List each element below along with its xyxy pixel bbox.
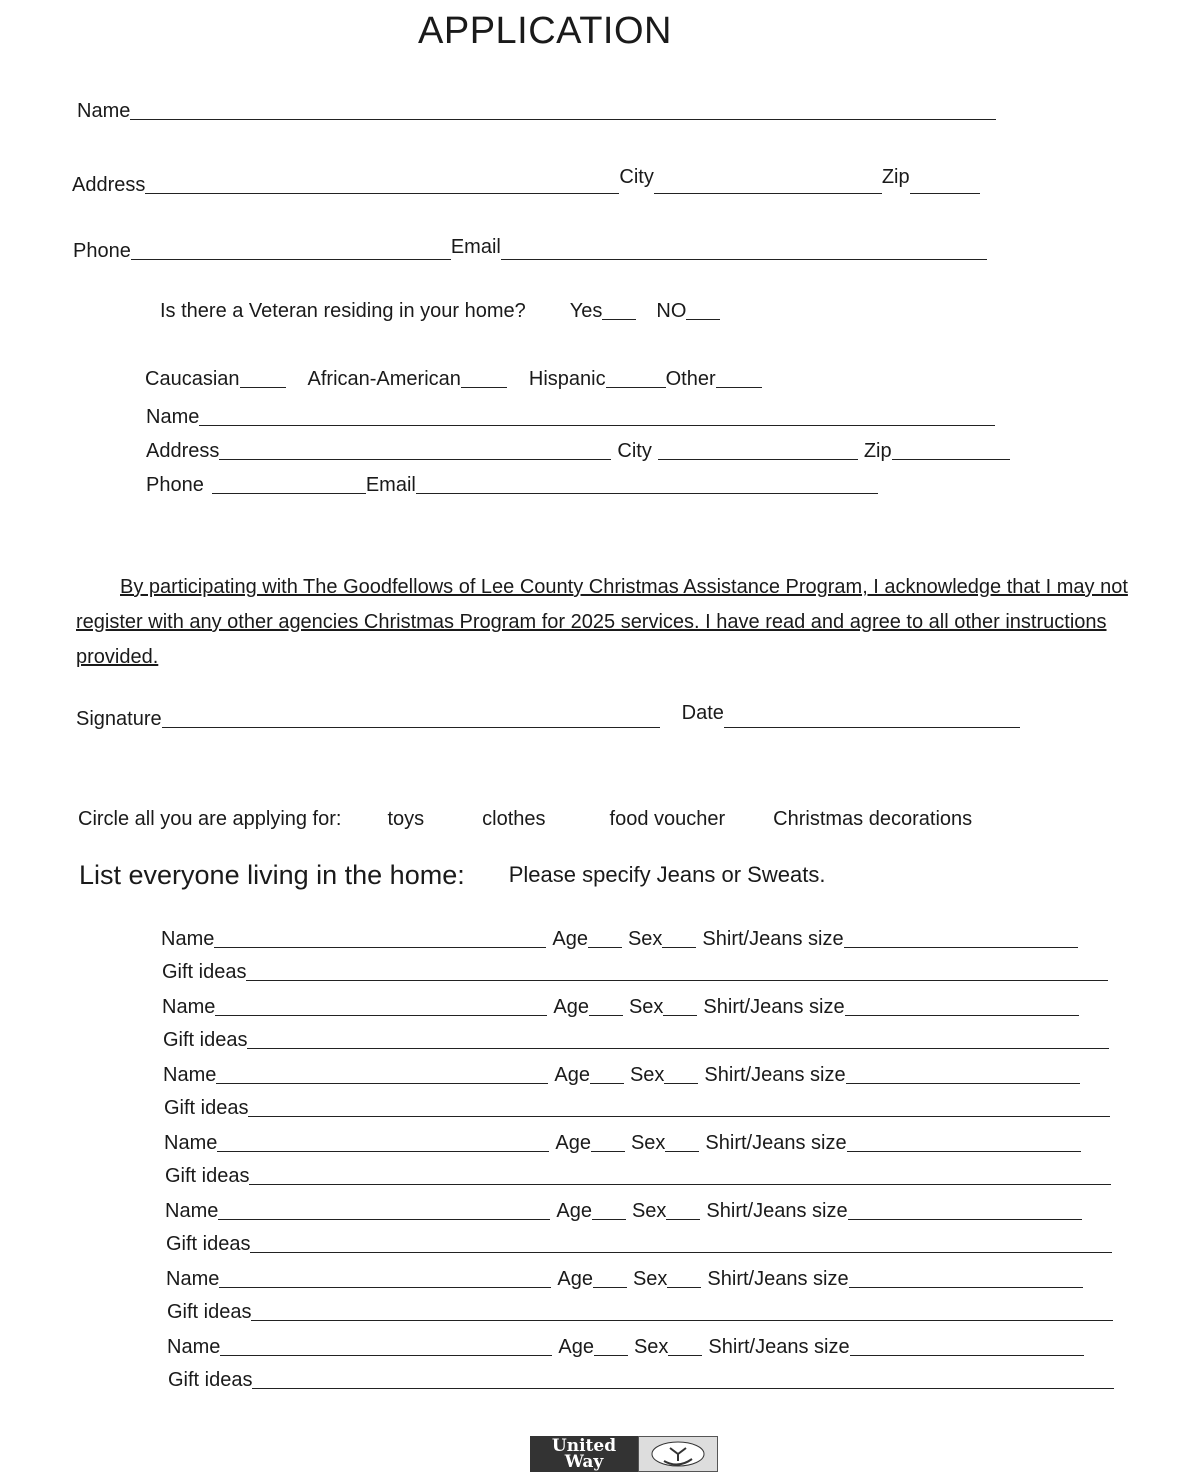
member-sex-field[interactable]: [663, 997, 697, 1016]
gift-ideas-field[interactable]: [246, 962, 1108, 981]
household-member-row: [167, 1336, 1084, 1359]
ethnicity-caucasian-field[interactable]: [240, 369, 286, 388]
city-label: City: [619, 166, 654, 188]
member-age-label: Age: [558, 1336, 594, 1358]
member-name-label: Name: [162, 996, 216, 1018]
gift-ideas-label: Gift ideas: [164, 1097, 249, 1119]
ethnicity-caucasian-label: Caucasian: [145, 368, 240, 390]
member-age-field[interactable]: [591, 1133, 625, 1152]
secondary-zip-field[interactable]: [892, 441, 1010, 460]
gift-ideas-label: Gift ideas: [166, 1233, 251, 1255]
veteran-yes-label: Yes: [569, 300, 603, 322]
city-field[interactable]: [654, 175, 882, 194]
member-name-field[interactable]: [218, 1201, 550, 1220]
member-size-label: Shirt/Jeans size: [706, 1200, 848, 1222]
member-size-label: Shirt/Jeans size: [703, 996, 845, 1018]
secondary-email-label: Email: [365, 474, 416, 496]
address-field[interactable]: [145, 175, 619, 194]
household-member-row: [165, 1200, 1082, 1223]
veteran-no-field[interactable]: [686, 301, 720, 320]
member-name-field[interactable]: [219, 1269, 551, 1288]
gift-ideas-field[interactable]: [250, 1234, 1112, 1253]
ethnicity-other-label: Other: [665, 368, 716, 390]
name-field[interactable]: [130, 101, 996, 120]
member-name-field[interactable]: [214, 929, 546, 948]
option-toys[interactable]: toys: [387, 808, 425, 830]
veteran-question: Is there a Veteran residing in your home?: [160, 300, 526, 322]
member-age-field[interactable]: [588, 929, 622, 948]
member-size-label: Shirt/Jeans size: [708, 1336, 850, 1358]
member-sex-field[interactable]: [665, 1133, 699, 1152]
member-size-field[interactable]: [848, 1201, 1082, 1220]
member-size-field[interactable]: [845, 997, 1079, 1016]
secondary-zip-label: Zip: [863, 440, 892, 462]
member-size-field[interactable]: [849, 1269, 1083, 1288]
member-age-field[interactable]: [592, 1201, 626, 1220]
gift-ideas-label: Gift ideas: [163, 1029, 248, 1051]
ethnicity-hispanic-label: Hispanic: [528, 368, 606, 390]
household-gift-row: [166, 1233, 1112, 1256]
household-member-row: [162, 996, 1079, 1019]
member-sex-label: Sex: [628, 996, 664, 1018]
member-size-field[interactable]: [847, 1133, 1081, 1152]
gift-ideas-label: Gift ideas: [168, 1369, 253, 1391]
household-note: Please specify Jeans or Sweats.: [508, 862, 826, 887]
member-sex-field[interactable]: [668, 1337, 702, 1356]
member-name-field[interactable]: [215, 997, 547, 1016]
member-name-label: Name: [164, 1132, 218, 1154]
option-clothes[interactable]: clothes: [482, 808, 546, 830]
name-label: Name: [77, 100, 131, 122]
household-gift-row: [162, 961, 1108, 984]
member-age-field[interactable]: [594, 1337, 628, 1356]
gift-ideas-label: Gift ideas: [162, 961, 247, 983]
household-heading: List everyone living in the home:: [79, 860, 465, 890]
secondary-name-label: Name: [146, 406, 200, 428]
member-age-label: Age: [557, 1268, 593, 1290]
member-name-field[interactable]: [220, 1337, 552, 1356]
household-gift-row: [164, 1097, 1110, 1120]
option-food-voucher[interactable]: food voucher: [609, 808, 726, 830]
united-way-logo: [530, 1436, 718, 1472]
member-sex-label: Sex: [632, 1268, 668, 1290]
secondary-name-field[interactable]: [199, 407, 995, 426]
member-name-label: Name: [163, 1064, 217, 1086]
date-field[interactable]: [724, 709, 1020, 728]
member-age-field[interactable]: [589, 997, 623, 1016]
member-sex-label: Sex: [630, 1132, 666, 1154]
member-name-field[interactable]: [217, 1133, 549, 1152]
veteran-yes-field[interactable]: [602, 301, 636, 320]
acknowledgement-text: By participating with The Goodfellows of Lee County Christmas Assistance Program, I acknowledge that I may not register with any other agencies Christmas Program for 2025 services. I have read and agree to all other instructions provided.: [76, 576, 1128, 668]
secondary-city-field[interactable]: [658, 441, 858, 460]
member-age-label: Age: [552, 928, 588, 950]
member-sex-label: Sex: [629, 1064, 665, 1086]
member-name-label: Name: [165, 1200, 219, 1222]
ethnicity-other-field[interactable]: [716, 369, 762, 388]
hand-icon: [638, 1436, 718, 1472]
secondary-address-label: Address: [146, 440, 220, 462]
household-member-row: [166, 1268, 1083, 1291]
gift-ideas-label: Gift ideas: [167, 1301, 252, 1323]
member-size-label: Shirt/Jeans size: [704, 1064, 846, 1086]
member-sex-label: Sex: [627, 928, 663, 950]
member-size-label: Shirt/Jeans size: [705, 1132, 847, 1154]
member-sex-field[interactable]: [667, 1269, 701, 1288]
gift-ideas-label: Gift ideas: [165, 1165, 250, 1187]
member-sex-field[interactable]: [662, 929, 696, 948]
gift-ideas-field[interactable]: [249, 1166, 1111, 1185]
logo-wordmark: United Way: [530, 1436, 638, 1472]
zip-field[interactable]: [910, 175, 980, 194]
secondary-phone-field[interactable]: [212, 475, 366, 494]
signature-label: Signature: [76, 708, 162, 730]
member-sex-label: Sex: [633, 1336, 669, 1358]
ethnicity-african-american-field[interactable]: [461, 369, 507, 388]
member-size-label: Shirt/Jeans size: [702, 928, 844, 950]
household-gift-row: [163, 1029, 1109, 1052]
household-gift-row: [168, 1369, 1114, 1392]
member-sex-field[interactable]: [664, 1065, 698, 1084]
gift-ideas-field[interactable]: [251, 1302, 1113, 1321]
member-name-label: Name: [167, 1336, 221, 1358]
veteran-no-label: NO: [656, 300, 687, 322]
ethnicity-hispanic-field[interactable]: [606, 369, 666, 388]
secondary-phone-label: Phone: [146, 474, 204, 496]
phone-field[interactable]: [131, 241, 451, 260]
member-size-field[interactable]: [844, 929, 1078, 948]
member-name-label: Name: [161, 928, 215, 950]
page-title: APPLICATION: [418, 10, 672, 52]
member-name-field[interactable]: [216, 1065, 548, 1084]
date-label: Date: [681, 702, 724, 724]
member-sex-label: Sex: [631, 1200, 667, 1222]
gift-ideas-field[interactable]: [252, 1370, 1114, 1389]
member-age-label: Age: [555, 1132, 591, 1154]
member-size-label: Shirt/Jeans size: [707, 1268, 849, 1290]
email-field[interactable]: [501, 241, 987, 260]
member-name-label: Name: [166, 1268, 220, 1290]
household-gift-row: [167, 1301, 1113, 1324]
member-age-label: Age: [554, 1064, 590, 1086]
address-label: Address: [72, 174, 146, 196]
household-member-row: [161, 928, 1078, 951]
secondary-email-field[interactable]: [416, 475, 878, 494]
signature-field[interactable]: [162, 709, 660, 728]
option-christmas-decorations[interactable]: Christmas decorations: [773, 808, 973, 830]
member-age-field[interactable]: [593, 1269, 627, 1288]
secondary-address-field[interactable]: [219, 441, 611, 460]
household-member-row: [164, 1132, 1081, 1155]
secondary-city-label: City: [617, 440, 652, 462]
member-age-field[interactable]: [590, 1065, 624, 1084]
member-size-field[interactable]: [850, 1337, 1084, 1356]
gift-ideas-field[interactable]: [247, 1030, 1109, 1049]
member-size-field[interactable]: [846, 1065, 1080, 1084]
member-sex-field[interactable]: [666, 1201, 700, 1220]
applying-label: Circle all you are applying for:: [78, 808, 342, 830]
gift-ideas-field[interactable]: [248, 1098, 1110, 1117]
phone-label: Phone: [73, 240, 131, 262]
household-gift-row: [165, 1165, 1111, 1188]
member-age-label: Age: [556, 1200, 592, 1222]
email-label: Email: [450, 236, 501, 258]
ethnicity-african-american-label: African-American: [307, 368, 461, 390]
zip-label: Zip: [881, 166, 910, 188]
household-member-row: [163, 1064, 1080, 1087]
member-age-label: Age: [553, 996, 589, 1018]
